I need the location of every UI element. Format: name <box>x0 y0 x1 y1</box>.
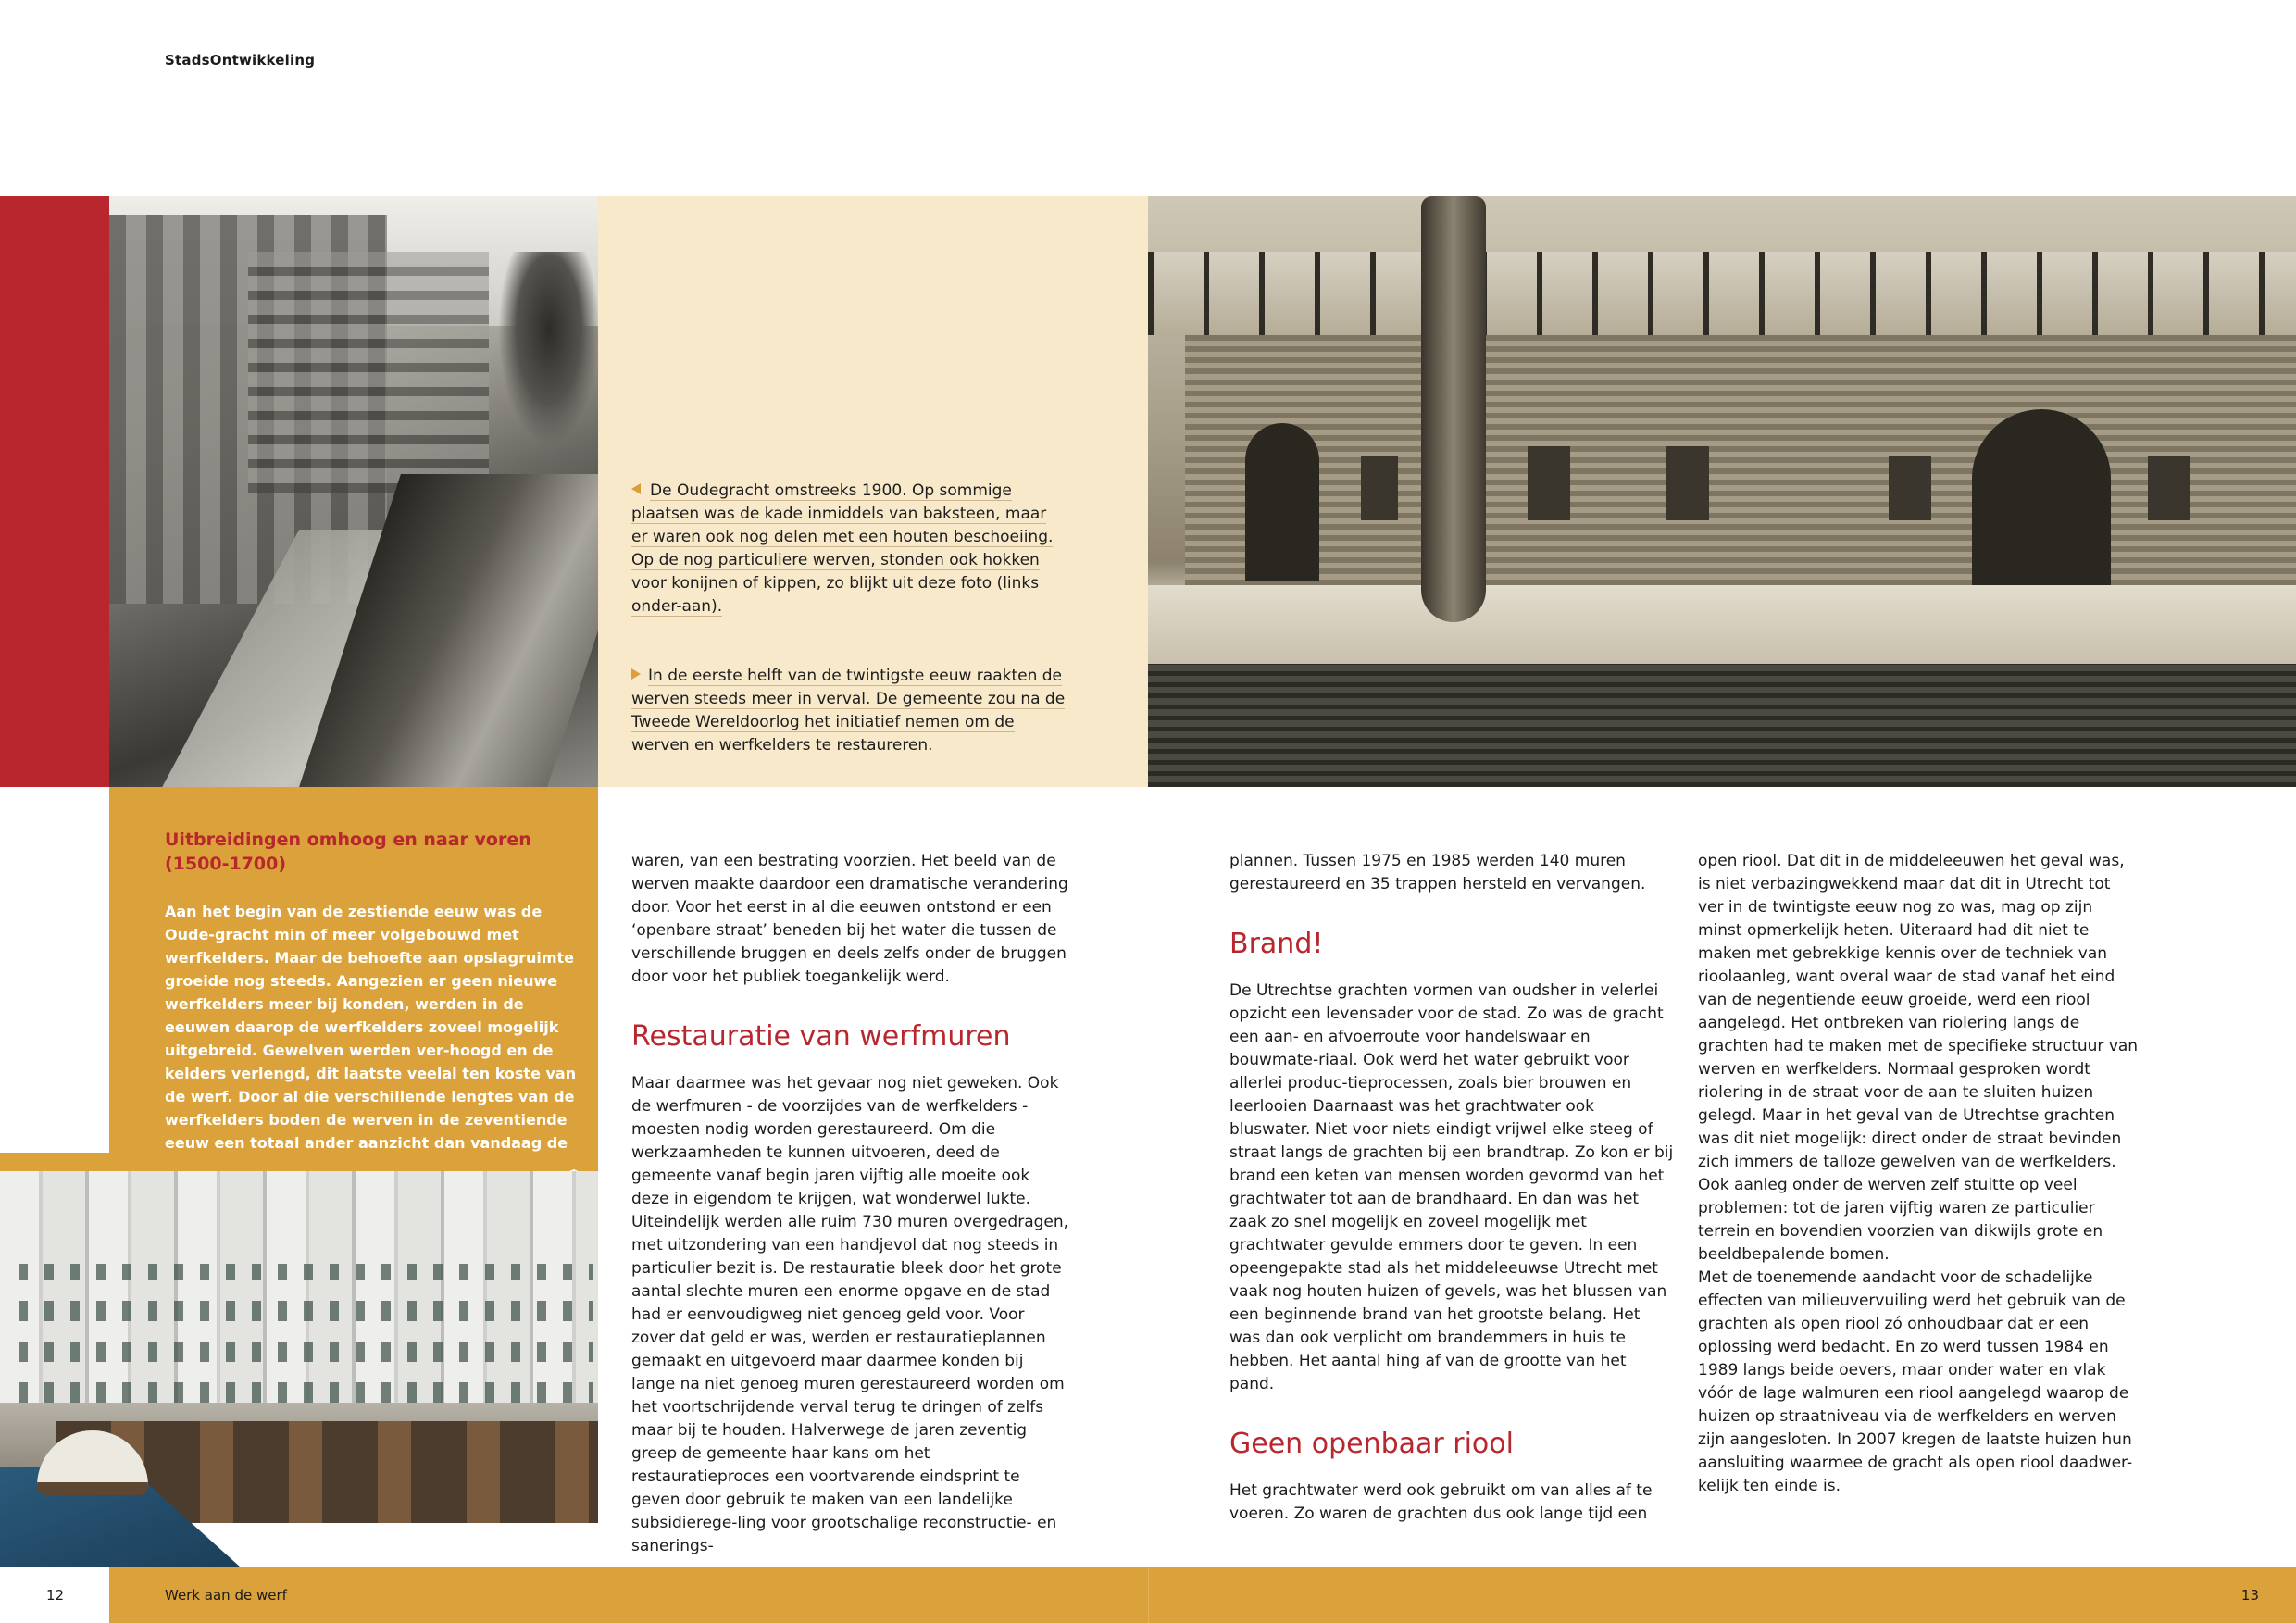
section-heading: Geen openbaar riool <box>1229 1428 1514 1460</box>
paragraph: Het grachtwater werd ook gebruikt om van alles af te voeren. Zo waren de grachten dus ook lange tijd een <box>1229 1481 1653 1523</box>
photo-werfkelders <box>1148 196 2296 787</box>
sidebar-body: Aan het begin van de zestiende eeuw was de Oude-gracht min of meer volgebouwd met werfkelders. Maar de behoefte aan opslagruimte groeide nog steeds. Aangezien er geen nieuwe werfkelders meer bij konden, werden in de eeuwen daarop de werfkelders zoveel mogelijk uitgebreid. Gewelven werden ver-hoogd en de kelders verlengd, dit laatste veelal ten koste van de werf. Door al die verschillende lengtes van de werfkelders boden de werven in de zeventiende eeuw een totaal ander aanzicht dan vandaag de <box>165 903 577 1152</box>
model-canal-houses-image <box>0 1153 598 1567</box>
section-heading: Restauratie van werfmuren <box>631 1020 1011 1053</box>
photo-oudegracht-1900 <box>109 196 598 787</box>
page-number-right: 13 <box>2240 1587 2259 1604</box>
caption-top: De Oudegracht omstreeks 1900. Op sommige plaatsen was de kade inmiddels van baksteen, maar er waren ook nog delen met een houten beschoeiing. Op de nog particuliere werven, stonden ook hokken voor konijnen of kippen, zo blijkt uit deze foto (links onder-aan). <box>631 481 1054 616</box>
footer-divider <box>1148 1567 1149 1623</box>
text-column-1 <box>631 850 1072 1558</box>
paragraph: waren, van een bestrating voorzien. Het beeld van de werven maakte daardoor een dramatische verandering door. Voor het eerst in al die eeuwen ontstond er een ‘openbare straat’ beneden bij het water die tussen de verschillende bruggen en deels zelfs onder de bruggen door voor het publiek toegankelijk werd. <box>631 852 1068 986</box>
page-number-left: 12 <box>46 1587 65 1604</box>
running-header: StadsOntwikkeling <box>165 52 316 69</box>
sidebar-box <box>109 787 598 1153</box>
caption-bottom: In de eerste helft van de twintigste eeuw raakten de werven steeds meer in verval. De gemeente zou na de Tweede Wereldoorlog het initiatief nemen om de werven en werfkelders te restaureren. <box>631 667 1066 755</box>
section-heading: Brand! <box>1229 928 1324 960</box>
paragraph: Met de toenemende aandacht voor de schadelijke effecten van milieuvervuiling werd het gebruik van de grachten als open riool zó onhoudbaar dat er een oplossing werd bedacht. En zo werd tussen 1984 en 1989 langs beide oevers, maar onder water en vlak vóór de lage walmuren een riool aangelegd waarop de huizen op straatniveau via de werfkelders en werven zijn aangesloten. In 2007 kregen de laatste huizen hun aansluiting waarmee de gracht als open riool daadwer-kelijk ten einde is. <box>1698 1268 2133 1495</box>
red-accent-strip <box>0 196 109 787</box>
footer-section-title: Werk aan de werf <box>165 1587 287 1604</box>
paragraph: plannen. Tussen 1975 en 1985 werden 140 muren gerestaureerd en 35 trappen hersteld en vervangen. <box>1229 852 1646 893</box>
paragraph: open riool. Dat dit in de middeleeuwen het geval was, is niet verbazingwekkend maar dat dit in Utrecht tot ver in de twintigste eeuw nog zo was, mag op zijn minst opmerkelijk heten. Uiteraard had dit niet te maken met gebrekkige kennis over de techniek van rioolaanleg, want overal waar de stad vanaf het eind van de negentiende eeuw groeide, werd een riool aangelegd. Het ontbreken van riolering langs de grachten had te maken met de specifieke structuur van werven en werfkelders. Normaal gesproken wordt riolering in de straat voor de aan te sluiten huizen gelegd. Maar in het geval van de Utrechtse grachten was dit niet mogelijk: direct onder de straat bevinden zich immers de talloze gewelven van de werfkelders. Ook aanleg onder de werven zelf stuitte op veel problemen: tot de jaren vijftig waren ze particulier terrein en bovendien voorzien van dikwijls grote en beeldbepalende bomen. <box>1698 852 2139 1264</box>
arrow-right-icon <box>631 668 641 680</box>
text-column-3 <box>1698 850 2140 1498</box>
paragraph: Maar daarmee was het gevaar nog niet geweken. Ook de werfmuren - de voorzijdes van de werfkelders - moesten nodig worden gerestaureerd. Om die werkzaamheden te kunnen uitvoeren, deed de gemeente vanaf begin jaren vijftig alle moeite ook deze in eigendom te krijgen, wat wonderwel lukte. Uiteindelijk werden alle ruim 730 muren overgedragen, met uitzondering van een handjevol dat nog steeds in particulier bezit is. De restauratie bleek door het grote aantal slechte muren een enorme opgave en de stad had er eenvoudigweg niet genoeg geld voor. Voor zover dat geld er was, werden er restauratieplannen gemaakt en uitgevoerd maar daarmee konden bij lange na niet genoeg muren gerestaureerd worden om het voortschrijdende verval terug te dringen of zelfs maar bij te houden. Halverwege de jaren zeventig greep de gemeente haar kans om het restauratieproces een voortvarende eindsprint te geven door gebruik te maken van een landelijke subsidierege-ling voor grootschalige reconstructie- en sanerings- <box>631 1074 1069 1555</box>
paragraph: De Utrechtse grachten vormen van oudsher in velerlei opzicht een levensader voor de stad. Zo was de gracht een aan- en afvoerroute voor handelswaar en bouwmate-riaal. Ook werd het water gebruikt voor allerlei produc-tieprocessen, zoals bier brouwen en leerlooien Daarnaast was het grachtwater ook bluswater. Niet voor niets eindigt vrijwel elke steeg of straat langs de grachten bij een brandtrap. Zo kon er bij brand een keten van mensen worden gevormd van het grachtwater tot aan de brandhaard. En dan was het zaak zo snel mogelijk en zoveel mogelijk met grachtwater gevulde emmers door te geven. In een opeengepakte stad als het middeleeuwse Utrecht met vaak nog houten huizen of gevels, was het blussen van een beginnende brand van het grootste belang. Het was dan ook verplicht om brandemmers in huis te hebben. Het aantal hing af van de grootte van het pand. <box>1229 981 1674 1393</box>
sidebar-title: Uitbreidingen omhoog en naar voren (1500-1700) <box>165 830 531 874</box>
footer-bar <box>109 1567 2296 1623</box>
text-column-2 <box>1229 850 1674 1526</box>
caption-panel <box>598 196 1148 787</box>
arrow-left-icon <box>631 483 641 494</box>
